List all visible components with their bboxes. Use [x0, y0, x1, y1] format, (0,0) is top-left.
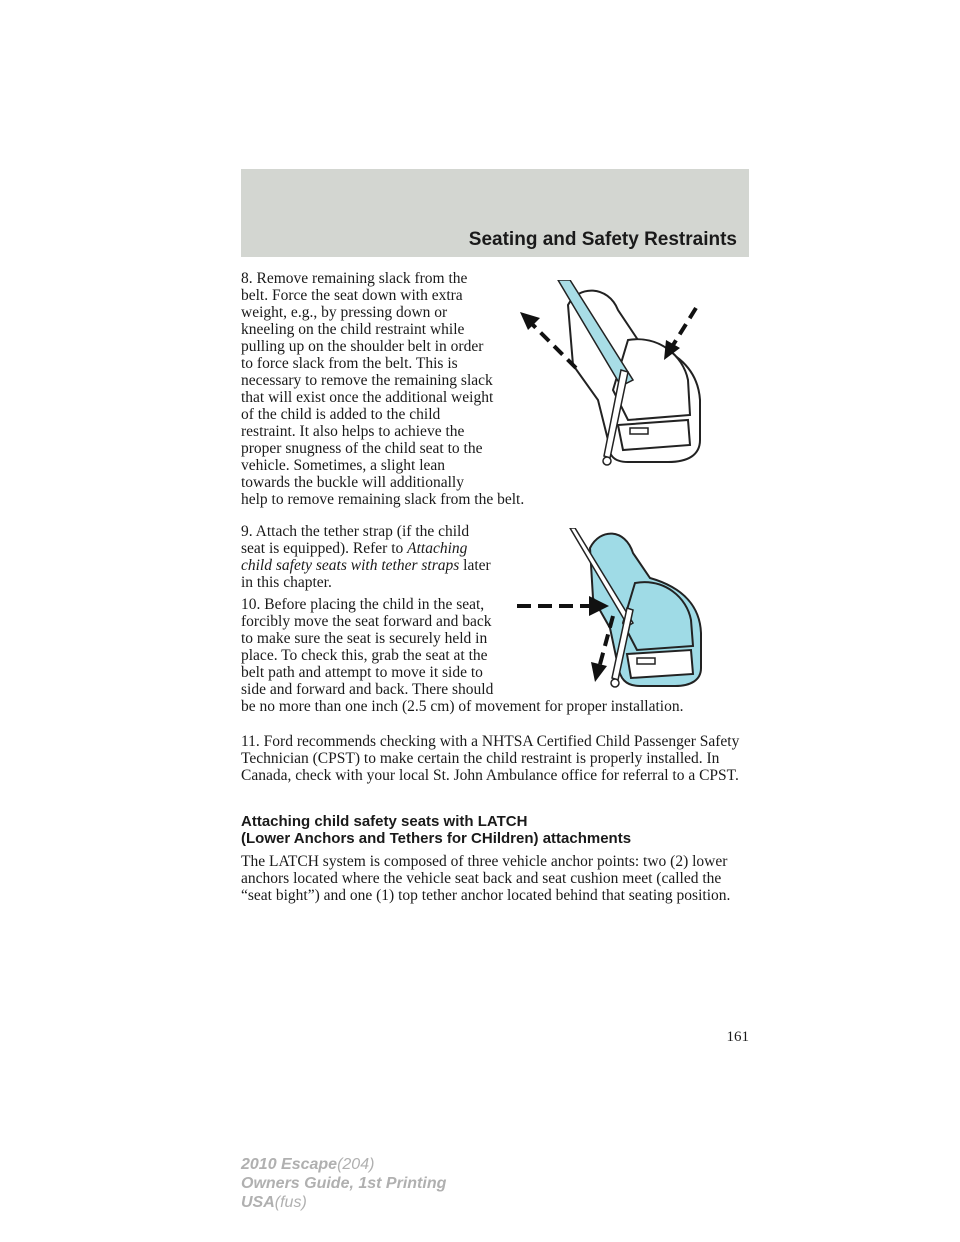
- latch-paragraph: The LATCH system is composed of three vehicle anchor points: two (2) lower anchors located where the vehicle seat back and seat cushion meet (called the “seat bight”) and one (1) top tether anchor located behind that seating position.: [241, 853, 731, 904]
- footer-market: USA: [241, 1194, 275, 1211]
- step-9-reference-link[interactable]: Attaching child safety seats with tether straps: [241, 540, 468, 574]
- step-9-text-b: later in this chapter.: [241, 557, 491, 591]
- section-title: Seating and Safety Restraints: [468, 229, 737, 250]
- latch-section: [241, 813, 749, 904]
- footer-market-code: (fus): [274, 1194, 307, 1211]
- latch-heading-line-2: (Lower Anchors and Tethers for CHildren) attachments: [241, 830, 632, 847]
- footer-line-3: [241, 1193, 446, 1212]
- child-seat-press-down-illustration: [518, 280, 708, 470]
- step-10-text-end: be no more than one inch (2.5 cm) of movement for proper installation.: [241, 698, 684, 715]
- footer-line-1: [241, 1155, 446, 1174]
- step-8-text: 8. Remove remaining slack from the belt. Force the seat down with extra weight, e.g., by pressing down or kneeling on the child restraint while pulling up on the shoulder belt in order to force slack from the belt. This is necessary to remove the remaining slack that will exist once the additional weight of the child is added to the child restraint. It also helps to achieve the proper snugness of the child seat to the vehicle. Sometimes, a slight lean towards the buckle will additionally: [241, 270, 494, 491]
- step-11-block: [241, 733, 749, 784]
- footer: [241, 1155, 446, 1212]
- footer-line-2: Owners Guide, 1st Printing: [241, 1175, 447, 1192]
- step-11-text: 11. Ford recommends checking with a NHTSA Certified Child Passenger Safety Technician (CPST) to make certain the child restraint is properly installed. In Canada, check with your local St. John Ambulance office for referral to a CPST.: [241, 733, 740, 784]
- footer-model-code: (204): [337, 1156, 375, 1173]
- step-9-text: [241, 523, 497, 591]
- page-number: 161: [726, 1029, 749, 1045]
- latch-heading-line-1: Attaching child safety seats with LATCH: [241, 813, 528, 830]
- child-seat-movement-check-illustration: [515, 528, 715, 688]
- step-10-text: 10. Before placing the child in the seat, forcibly move the seat forward and back to make sure the seat is securely held in place. To check this, grab the seat at the belt path and attempt to move it side to side and forward and back. There should: [241, 596, 494, 698]
- step-8-text-end: help to remove remaining slack from the belt.: [241, 491, 525, 508]
- header-band: [241, 169, 749, 257]
- footer-model: 2010 Escape: [241, 1156, 338, 1173]
- step-9-text-a: 9. Attach the tether strap (if the child seat is equipped). Refer to: [241, 523, 470, 557]
